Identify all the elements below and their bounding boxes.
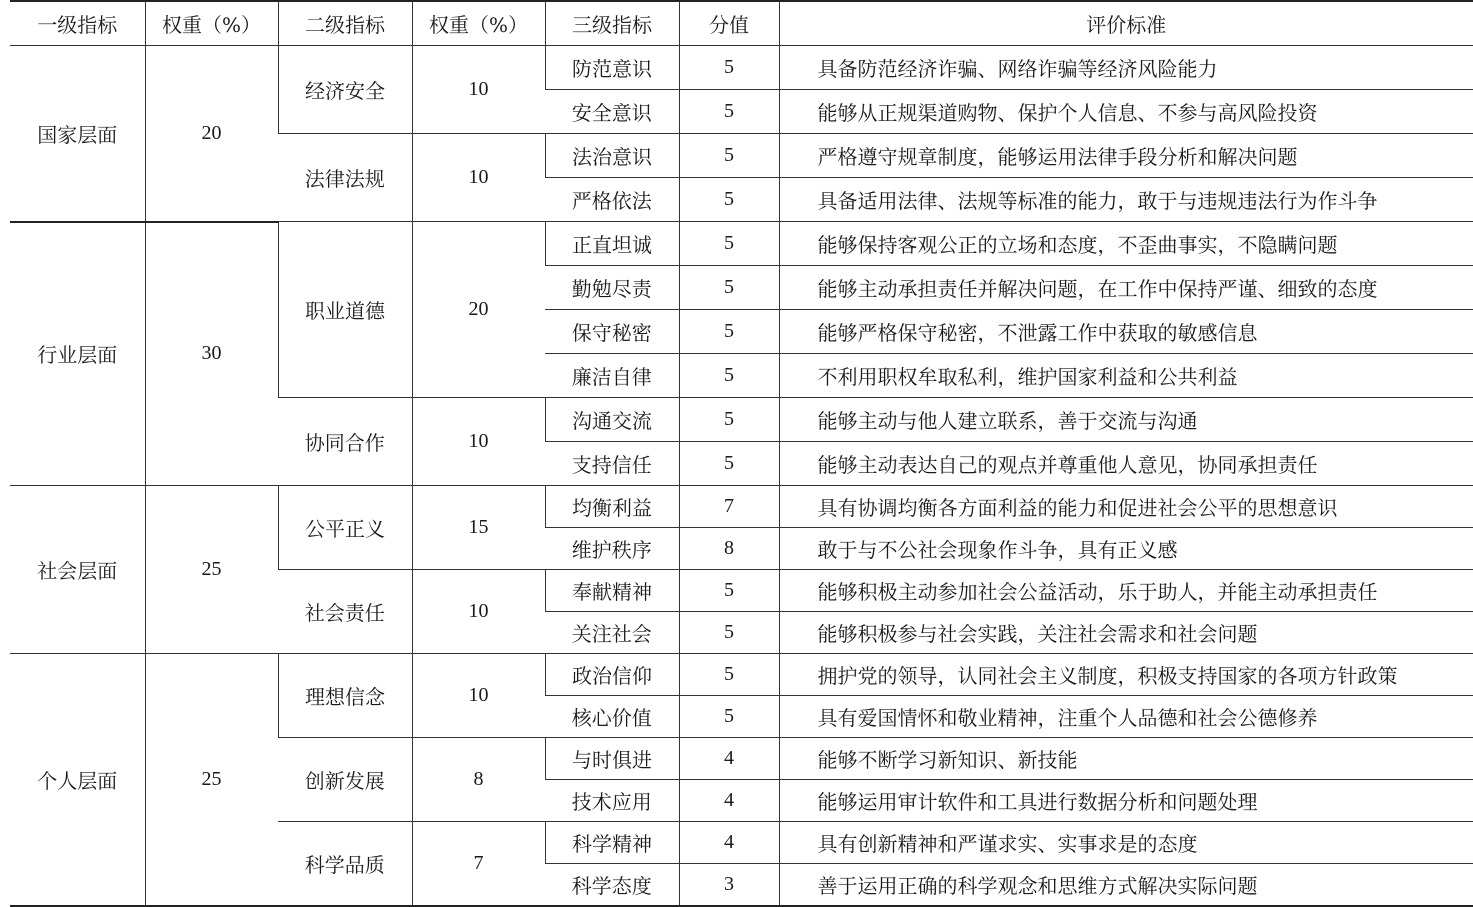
level3-score: 4 (679, 822, 779, 864)
level2-weight: 10 (412, 654, 545, 738)
criterion: 善于运用正确的科学观念和思维方式解决实际问题 (779, 864, 1473, 907)
level3-score: 5 (679, 310, 779, 354)
header-level3: 三级指标 (545, 1, 679, 46)
level3-score: 5 (679, 90, 779, 134)
criterion: 不利用职权牟取私利，维护国家利益和公共利益 (779, 354, 1473, 398)
level3-name: 维护秩序 (545, 528, 679, 570)
level2-name: 创新发展 (278, 738, 412, 822)
level2-weight: 10 (412, 398, 545, 486)
level3-score: 4 (679, 738, 779, 780)
level3-score: 5 (679, 354, 779, 398)
level2-name: 法律法规 (278, 134, 412, 222)
level3-score: 5 (679, 612, 779, 654)
level3-name: 奉献精神 (545, 570, 679, 612)
level1-weight: 20 (145, 46, 278, 222)
table-row (10, 46, 1473, 90)
level1-name: 个人层面 (10, 654, 145, 907)
criterion: 严格遵守规章制度，能够运用法律手段分析和解决问题 (779, 134, 1473, 178)
level2-name: 职业道德 (278, 222, 412, 398)
header-level1-weight: 权重（%） (145, 1, 278, 46)
level3-name: 与时俱进 (545, 738, 679, 780)
level2-weight: 10 (412, 134, 545, 222)
level3-name: 正直坦诚 (545, 222, 679, 266)
level2-name: 社会责任 (278, 570, 412, 654)
criterion: 敢于与不公社会现象作斗争，具有正义感 (779, 528, 1473, 570)
level3-name: 法治意识 (545, 134, 679, 178)
level3-score: 5 (679, 46, 779, 90)
level1-name: 社会层面 (10, 486, 145, 654)
criterion: 能够不断学习新知识、新技能 (779, 738, 1473, 780)
level1-weight: 25 (145, 486, 278, 654)
level3-name: 政治信仰 (545, 654, 679, 696)
level2-weight: 15 (412, 486, 545, 570)
level1-name: 行业层面 (10, 222, 145, 486)
level3-score: 4 (679, 780, 779, 822)
level3-score: 3 (679, 864, 779, 907)
header-row (10, 1, 1473, 46)
level1-weight: 30 (145, 222, 278, 486)
level3-score: 5 (679, 134, 779, 178)
header-level2: 二级指标 (278, 1, 412, 46)
level3-score: 5 (679, 266, 779, 310)
header-level2-weight: 权重（%） (412, 1, 545, 46)
level1-name: 国家层面 (10, 46, 145, 222)
level3-score: 8 (679, 528, 779, 570)
level2-name: 理想信念 (278, 654, 412, 738)
level3-score: 5 (679, 654, 779, 696)
criterion: 能够保持客观公正的立场和态度，不歪曲事实，不隐瞒问题 (779, 222, 1473, 266)
table-row (10, 486, 1473, 528)
header-level1: 一级指标 (10, 1, 145, 46)
criterion: 能够运用审计软件和工具进行数据分析和问题处理 (779, 780, 1473, 822)
criterion: 具有创新精神和严谨求实、实事求是的态度 (779, 822, 1473, 864)
level2-weight: 7 (412, 822, 545, 907)
level3-name: 技术应用 (545, 780, 679, 822)
criterion: 具有爱国情怀和敬业精神，注重个人品德和社会公德修养 (779, 696, 1473, 738)
level2-weight: 8 (412, 738, 545, 822)
level3-name: 安全意识 (545, 90, 679, 134)
criterion: 能够积极参与社会实践，关注社会需求和社会问题 (779, 612, 1473, 654)
level3-score: 5 (679, 398, 779, 442)
criterion: 拥护党的领导，认同社会主义制度，积极支持国家的各项方针政策 (779, 654, 1473, 696)
level2-weight: 20 (412, 222, 545, 398)
level3-name: 沟通交流 (545, 398, 679, 442)
criterion: 能够从正规渠道购物、保护个人信息、不参与高风险投资 (779, 90, 1473, 134)
level3-name: 勤勉尽责 (545, 266, 679, 310)
level2-name: 协同合作 (278, 398, 412, 486)
level2-name: 科学品质 (278, 822, 412, 907)
criterion: 能够主动承担责任并解决问题，在工作中保持严谨、细致的态度 (779, 266, 1473, 310)
level3-name: 核心价值 (545, 696, 679, 738)
level3-name: 防范意识 (545, 46, 679, 90)
level3-name: 严格依法 (545, 178, 679, 222)
level3-score: 5 (679, 570, 779, 612)
level3-name: 关注社会 (545, 612, 679, 654)
criterion: 能够积极主动参加社会公益活动，乐于助人，并能主动承担责任 (779, 570, 1473, 612)
criterion: 具备防范经济诈骗、网络诈骗等经济风险能力 (779, 46, 1473, 90)
level3-score: 5 (679, 696, 779, 738)
level3-name: 科学态度 (545, 864, 679, 907)
level3-score: 5 (679, 442, 779, 486)
level2-weight: 10 (412, 570, 545, 654)
criterion: 具有协调均衡各方面利益的能力和促进社会公平的思想意识 (779, 486, 1473, 528)
level2-name: 公平正义 (278, 486, 412, 570)
level3-score: 5 (679, 178, 779, 222)
table-row (10, 222, 1473, 266)
level3-name: 支持信任 (545, 442, 679, 486)
level3-name: 科学精神 (545, 822, 679, 864)
header-criterion: 评价标准 (779, 1, 1473, 46)
level1-weight: 25 (145, 654, 278, 907)
level3-score: 7 (679, 486, 779, 528)
header-score: 分值 (679, 1, 779, 46)
level2-name: 经济安全 (278, 46, 412, 134)
level3-name: 廉洁自律 (545, 354, 679, 398)
criterion: 具备适用法律、法规等标准的能力，敢于与违规违法行为作斗争 (779, 178, 1473, 222)
evaluation-index-table (10, 0, 1473, 907)
level3-name: 均衡利益 (545, 486, 679, 528)
criterion: 能够主动与他人建立联系，善于交流与沟通 (779, 398, 1473, 442)
level2-weight: 10 (412, 46, 545, 134)
table-row (10, 654, 1473, 696)
criterion: 能够主动表达自己的观点并尊重他人意见，协同承担责任 (779, 442, 1473, 486)
criterion: 能够严格保守秘密，不泄露工作中获取的敏感信息 (779, 310, 1473, 354)
level3-name: 保守秘密 (545, 310, 679, 354)
level3-score: 5 (679, 222, 779, 266)
